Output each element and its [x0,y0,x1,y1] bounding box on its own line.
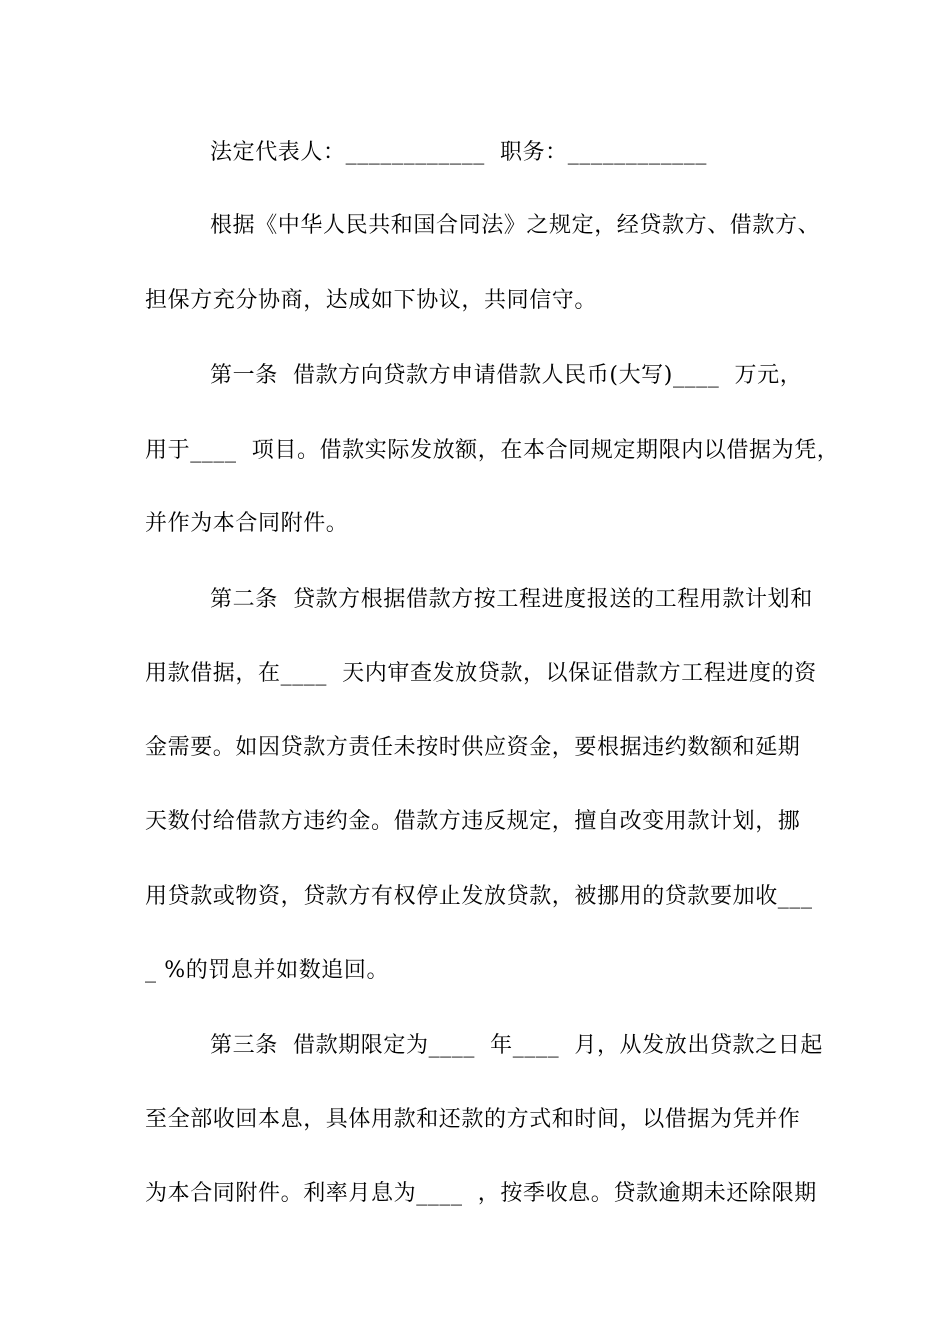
article-2-line-5: 用贷款或物资，贷款方有权停止发放贷款，被挪用的贷款要加收___ [145,884,813,909]
article-2-line-2: 用款借据，在____ 天内审查发放贷款，以保证借款方工程进度的资 [145,661,817,686]
article-1-line-3: 并作为本合同附件。 [145,511,349,536]
article-3-line-3: 为本合同附件。利率月息为____ ，按季收息。贷款逾期未还除限期 [145,1181,817,1206]
article-3-line-1: 第三条 借款期限定为____ 年____ 月，从发放出贷款之日起 [210,1033,823,1058]
paragraph-intro-line-1: 根据《中华人民共和国合同法》之规定，经贷款方、借款方、 [210,213,821,238]
article-1-line-1: 第一条 借款方向贷款方申请借款人民币(大写)____ 万元， [210,363,803,388]
article-1-line-2: 用于____ 项目。借款实际发放额，在本合同规定期限内以借据为凭， [145,438,840,463]
paragraph-intro-line-2: 担保方充分协商，达成如下协议，共同信守。 [145,288,598,313]
article-2-line-4: 天数付给借款方违约金。借款方违反规定，擅自改变用款计划，挪 [145,809,801,834]
legal-representative-line: 法定代表人：____________ 职务：____________ [210,140,707,165]
article-3-line-2: 至全部收回本息，具体用款和还款的方式和时间，以借据为凭并作 [145,1107,801,1132]
article-2-line-6: _ %的罚息并如数追回。 [145,958,390,983]
article-2-line-3: 金需要。如因贷款方责任未按时供应资金，要根据违约数额和延期 [145,735,801,760]
article-2-line-1: 第二条 贷款方根据借款方按工程进度报送的工程用款计划和 [210,587,813,612]
